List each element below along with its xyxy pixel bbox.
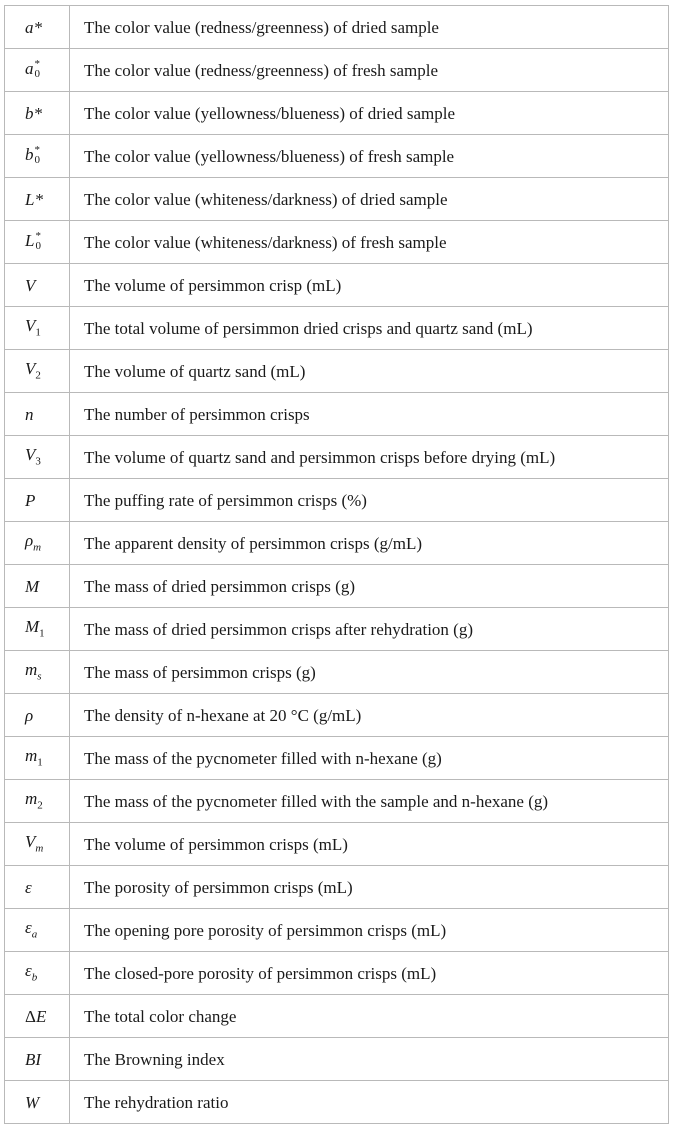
symbol-cell	[5, 651, 70, 694]
symbol-cell	[5, 995, 70, 1038]
table-row	[5, 651, 669, 694]
table-row	[5, 92, 669, 135]
description-cell: The color value (whiteness/darkness) of dried sample	[70, 178, 669, 221]
symbol-cell	[5, 436, 70, 479]
symbol-cell	[5, 92, 70, 135]
description-cell: The mass of persimmon crisps (g)	[70, 651, 669, 694]
symbol-v1: $V_1$	[25, 316, 41, 339]
description-cell: The density of n-hexane at 20 °C (g/mL)	[70, 694, 669, 737]
table-row	[5, 737, 669, 780]
symbol-cell	[5, 49, 70, 92]
symbol-cell	[5, 565, 70, 608]
description-cell: The volume of persimmon crisps (mL)	[70, 823, 669, 866]
symbol-cell	[5, 264, 70, 307]
description-cell: The closed-pore porosity of persimmon crisps (mL)	[70, 952, 669, 995]
table-row	[5, 436, 669, 479]
symbol-v-m: $V_m$	[25, 832, 44, 855]
symbol-cell	[5, 1081, 70, 1124]
table-row	[5, 393, 669, 436]
table-row	[5, 221, 669, 264]
description-cell: The color value (redness/greenness) of dried sample	[70, 6, 669, 49]
symbol-a-star: a*	[25, 17, 42, 37]
table-row	[5, 823, 669, 866]
symbol-v: V	[25, 275, 36, 295]
description-cell: The apparent density of persimmon crisps (g/mL)	[70, 522, 669, 565]
symbol-cell	[5, 608, 70, 651]
description-cell: The mass of the pycnometer filled with the sample and n-hexane (g)	[70, 780, 669, 823]
symbol-cell	[5, 952, 70, 995]
symbol-delta-e: ΔE	[25, 1006, 47, 1026]
table-row	[5, 6, 669, 49]
description-cell: The puffing rate of persimmon crisps (%)	[70, 479, 669, 522]
symbol-a0-star: a * 0	[25, 58, 40, 81]
description-cell: The mass of dried persimmon crisps after rehydration (g)	[70, 608, 669, 651]
symbol-rho-m: $\rho_m$	[25, 531, 42, 554]
description-cell: The total volume of persimmon dried crisps and quartz sand (mL)	[70, 307, 669, 350]
symbol-w: W	[25, 1092, 40, 1112]
description-cell: The number of persimmon crisps	[70, 393, 669, 436]
description-cell: The color value (redness/greenness) of fresh sample	[70, 49, 669, 92]
table-row	[5, 350, 669, 393]
description-cell: The volume of quartz sand and persimmon crisps before drying (mL)	[70, 436, 669, 479]
table-row	[5, 135, 669, 178]
symbol-v3: $V_3$	[25, 445, 41, 468]
nomenclature-table-body	[5, 6, 669, 1124]
symbol-epsilon: ε	[25, 877, 32, 897]
symbol-cell	[5, 6, 70, 49]
nomenclature-table-container	[4, 5, 668, 1124]
symbol-m2-lower: $m_2$	[25, 789, 43, 812]
symbol-b-star: b*	[25, 103, 42, 123]
symbol-cell	[5, 307, 70, 350]
symbol-cell	[5, 221, 70, 264]
description-cell: The porosity of persimmon crisps (mL)	[70, 866, 669, 909]
symbol-l-star: L*	[25, 189, 43, 209]
description-cell: The opening pore porosity of persimmon crisps (mL)	[70, 909, 669, 952]
symbol-rho: ρ	[25, 705, 34, 725]
table-row	[5, 178, 669, 221]
symbol-v2: $V_2$	[25, 359, 41, 382]
table-row	[5, 952, 669, 995]
description-cell: The color value (yellowness/blueness) of fresh sample	[70, 135, 669, 178]
table-row	[5, 780, 669, 823]
symbol-b0-star: b * 0	[25, 144, 40, 167]
description-cell: The rehydration ratio	[70, 1081, 669, 1124]
symbol-l0-star: L * 0	[25, 230, 41, 253]
symbol-epsilon-a: $\varepsilon_a$	[25, 918, 38, 941]
description-cell: The volume of persimmon crisp (mL)	[70, 264, 669, 307]
table-row	[5, 479, 669, 522]
table-row	[5, 264, 669, 307]
symbol-m1-lower: $m_1$	[25, 746, 43, 769]
symbol-cell	[5, 479, 70, 522]
table-row	[5, 866, 669, 909]
table-row	[5, 995, 669, 1038]
symbol-cell	[5, 823, 70, 866]
description-cell: The Browning index	[70, 1038, 669, 1081]
symbol-cell	[5, 522, 70, 565]
symbol-cell	[5, 350, 70, 393]
table-row	[5, 565, 669, 608]
symbol-bi: BI	[25, 1049, 42, 1069]
description-cell: The mass of dried persimmon crisps (g)	[70, 565, 669, 608]
description-cell: The color value (whiteness/darkness) of fresh sample	[70, 221, 669, 264]
table-row	[5, 694, 669, 737]
symbol-m-upper: M	[25, 576, 40, 596]
nomenclature-table	[4, 5, 669, 1124]
symbol-cell	[5, 178, 70, 221]
table-row	[5, 909, 669, 952]
symbol-p: P	[25, 490, 36, 510]
table-row	[5, 49, 669, 92]
table-row	[5, 307, 669, 350]
table-row	[5, 1081, 669, 1124]
symbol-cell	[5, 909, 70, 952]
description-cell: The volume of quartz sand (mL)	[70, 350, 669, 393]
table-row	[5, 522, 669, 565]
symbol-cell	[5, 737, 70, 780]
symbol-m1-upper: $M_1$	[25, 617, 45, 640]
description-cell: The color value (yellowness/blueness) of dried sample	[70, 92, 669, 135]
symbol-epsilon-b: $\varepsilon_b$	[25, 961, 38, 984]
symbol-m-s: $m_s$	[25, 660, 42, 683]
description-cell: The total color change	[70, 995, 669, 1038]
symbol-n: n	[25, 404, 34, 424]
symbol-cell	[5, 694, 70, 737]
symbol-cell	[5, 780, 70, 823]
table-row	[5, 608, 669, 651]
symbol-cell	[5, 866, 70, 909]
symbol-cell	[5, 393, 70, 436]
symbol-cell	[5, 1038, 70, 1081]
table-row	[5, 1038, 669, 1081]
symbol-cell	[5, 135, 70, 178]
description-cell: The mass of the pycnometer filled with n-hexane (g)	[70, 737, 669, 780]
